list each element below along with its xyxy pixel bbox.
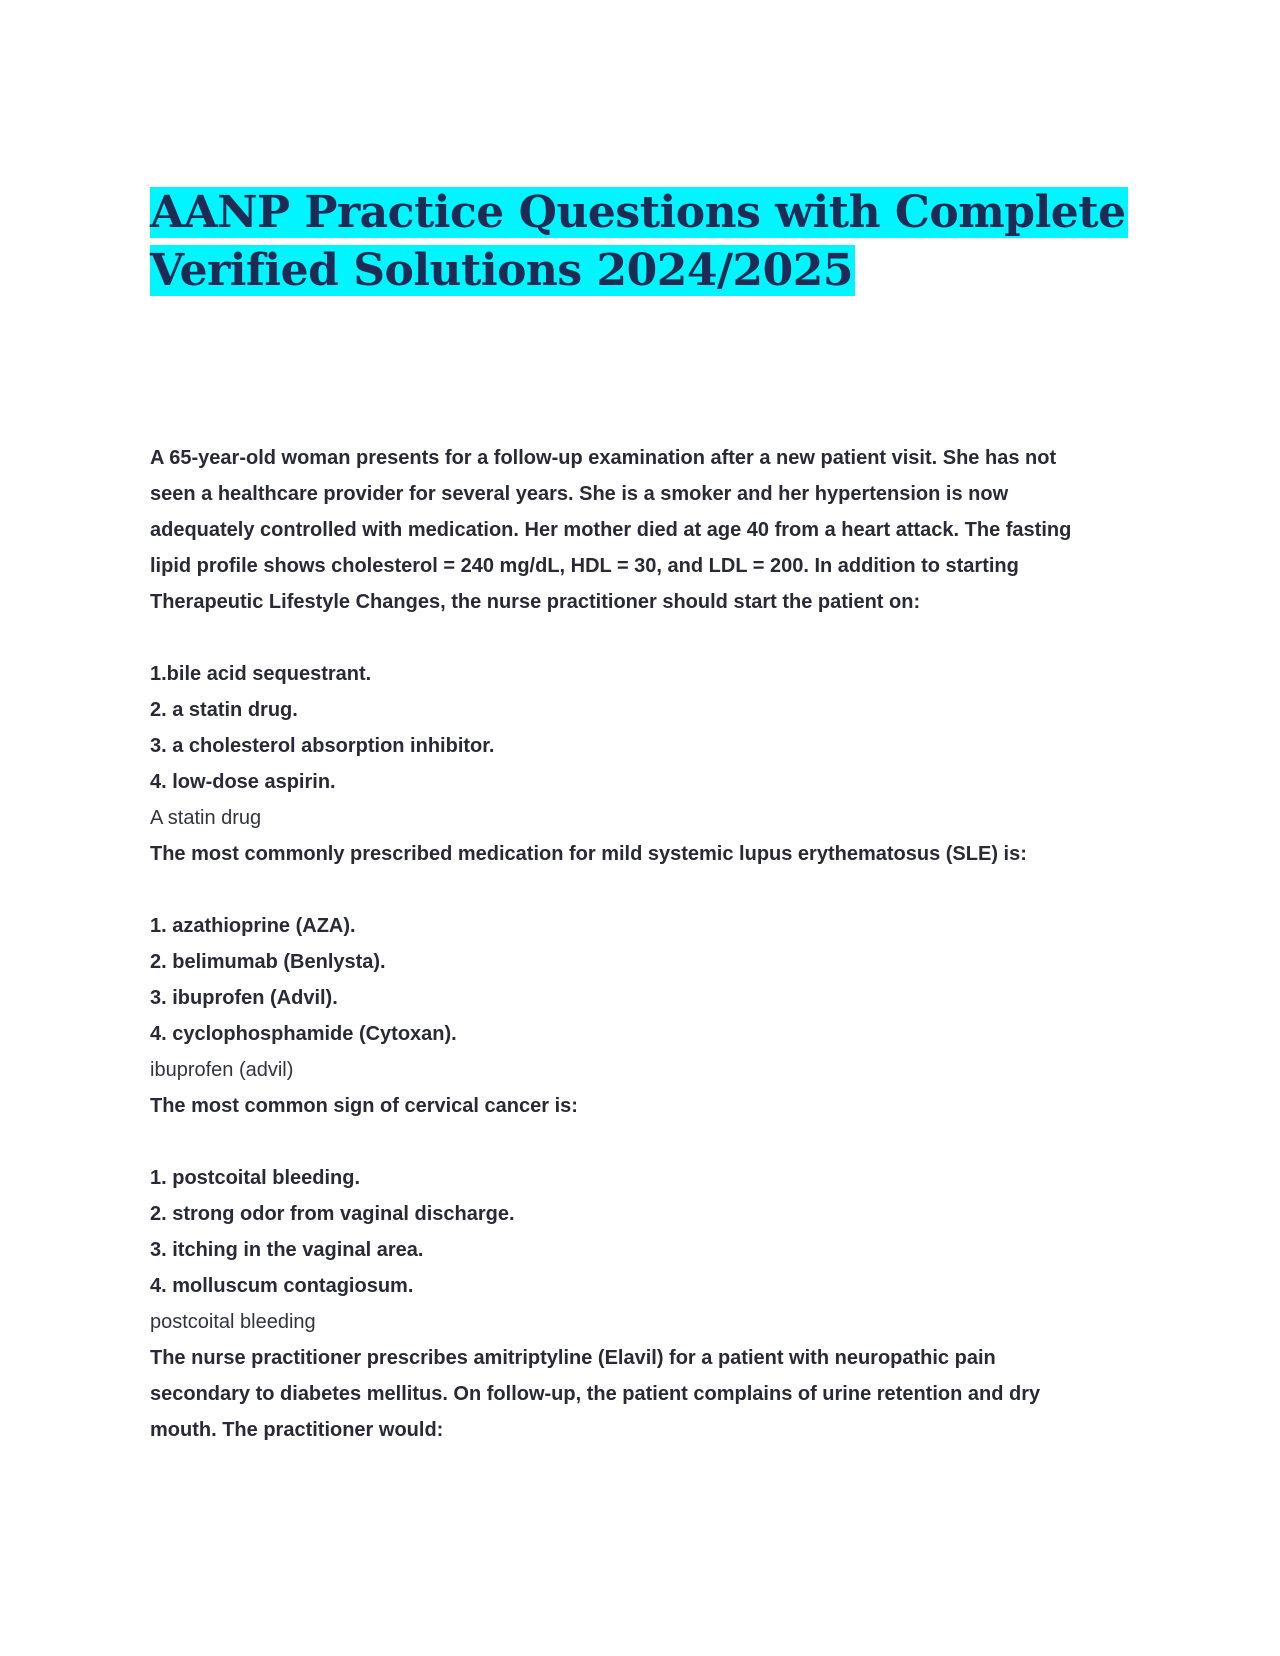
answer-option: 4. cyclophosphamide (Cytoxan). (150, 1023, 457, 1045)
question-stem-line: adequately controlled with medication. Her mother died at age 40 from a heart attack. The fasting (150, 519, 1072, 541)
question-stem-line: mouth. The practitioner would: (150, 1419, 444, 1441)
question-1 (150, 440, 1130, 836)
question-stem-line: seen a healthcare provider for several years. She is a smoker and her hypertension is now (150, 483, 1009, 505)
question-stem-line: The most common sign of cervical cancer is: (150, 1095, 578, 1117)
answer-option: 1.bile acid sequestrant. (150, 663, 372, 685)
answer-option: 3. ibuprofen (Advil). (150, 987, 338, 1009)
answer-option: 1. azathioprine (AZA). (150, 915, 356, 937)
document-body (150, 440, 1130, 1448)
answer-option: 2. a statin drug. (150, 699, 298, 721)
correct-answer: A statin drug (150, 807, 262, 829)
answer-option: 4. low-dose aspirin. (150, 771, 336, 793)
question-stem-line: The most commonly prescribed medication for mild systemic lupus erythematosus (SLE) is: (150, 843, 1027, 865)
question-3 (150, 1088, 1130, 1340)
answer-option: 2. belimumab (Benlysta). (150, 951, 386, 973)
document-title (150, 184, 1130, 300)
answer-option: 3. a cholesterol absorption inhibitor. (150, 735, 495, 757)
question-4 (150, 1340, 1130, 1448)
spacer (150, 1124, 1130, 1160)
question-stem-line: secondary to diabetes mellitus. On follow-up, the patient complains of urine retention and dry (150, 1383, 1041, 1405)
answer-option: 2. strong odor from vaginal discharge. (150, 1203, 515, 1225)
answer-option: 4. molluscum contagiosum. (150, 1275, 414, 1297)
spacer (150, 620, 1130, 656)
document-header (150, 184, 1130, 300)
question-2 (150, 836, 1130, 1088)
question-stem-line: lipid profile shows cholesterol = 240 mg/dL, HDL = 30, and LDL = 200. In addition to starting (150, 555, 1019, 577)
question-stem-line: A 65-year-old woman presents for a follow-up examination after a new patient visit. She has not (150, 447, 1057, 469)
title-line-2: Verified Solutions 2024/2025 (150, 245, 853, 296)
correct-answer: ibuprofen (advil) (150, 1059, 294, 1081)
spacer (150, 872, 1130, 908)
question-stem-line: Therapeutic Lifestyle Changes, the nurse practitioner should start the patient on: (150, 591, 921, 613)
question-stem-line: The nurse practitioner prescribes amitriptyline (Elavil) for a patient with neuropathic pain (150, 1347, 996, 1369)
answer-option: 3. itching in the vaginal area. (150, 1239, 424, 1261)
title-line-1: AANP Practice Questions with Complete (150, 187, 1126, 238)
correct-answer: postcoital bleeding (150, 1311, 316, 1333)
answer-option: 1. postcoital bleeding. (150, 1167, 361, 1189)
